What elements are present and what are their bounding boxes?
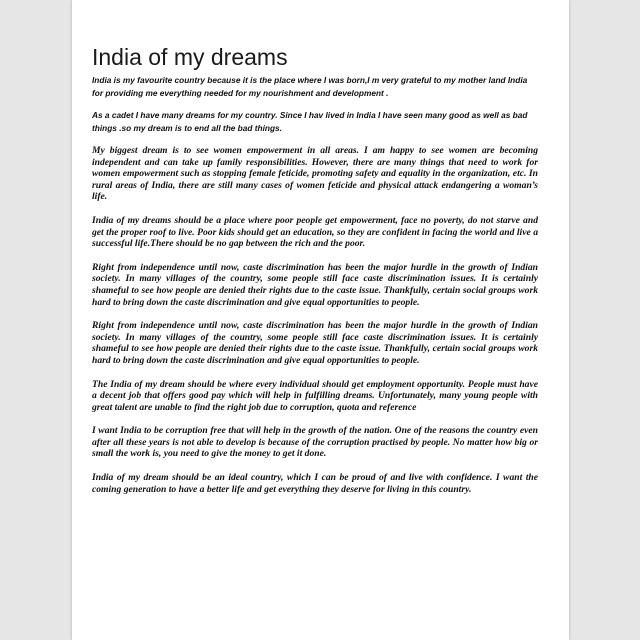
- body-paragraph: The India of my dream should be where every individual should get employment opportunity. People must have a decent job that offers good pay which will help in fulfilling dreams. Unfortunately, many young people with great talent are unable to find the right job due to corruption, quota and reference: [92, 378, 538, 413]
- document-content: [92, 44, 538, 495]
- intro-paragraph: India is my favourite country because it is the place where I was born,I m very grateful to my mother land India for providing me everything needed for my nourishment and development .: [92, 75, 528, 98]
- document-title: India of my dreams: [92, 44, 288, 70]
- intro-paragraph: As a cadet I have many dreams for my country. Since I hav lived in India I have seen many good as well as bad things .so my dream is to end all the bad things.: [92, 110, 528, 133]
- body-paragraph: I want India to be corruption free that will help in the growth of the nation. One of the reasons the country even after all these years is not able to develop is because of the corruption practised by people. No matter how big or small the work is, you need to give the money to get it done.: [92, 425, 538, 460]
- body-paragraph: Right from independence until now, caste discrimination has been the major hurdle in the growth of Indian society. In many villages of the country, some people still face caste discrimination issues. It is certainly shameful to see how people are denied their rights due to the caste issue. Thankfully, certain social groups work hard to bring down the caste discrimination and give equal opportunities to people.: [92, 320, 538, 366]
- document-page: [72, 0, 569, 640]
- body-paragraph: Right from independence until now, caste discrimination has been the major hurdle in the growth of Indian society. In many villages of the country, some people still face caste discrimination issues. It is certainly shameful to see how people are denied their rights due to the caste issue. Thankfully, certain social groups work hard to bring down the caste discrimination and give equal opportunities to people.: [92, 261, 538, 308]
- body-paragraph: My biggest dream is to see women empowerment in all areas. I am happy to see women are becoming independent and can take up family responsibilities. However, there are many things that need to work for women empowerment such as stopping female feticide, promoting safety and equality in the organization, etc. In rural areas of India, there are still many cases of women feticide and physical attack endangering a woman’s life.: [92, 145, 538, 203]
- body-paragraph: India of my dreams should be a place where poor people get empowerment, face no poverty, do not starve and get the proper roof to live. Poor kids should get an education, so they are confident in facing the world and live a successful life.There should be no gap between the rich and the poor.: [92, 214, 538, 250]
- body-paragraph: India of my dream should be an ideal country, which I can be proud of and live with confidence. I want the coming generation to have a better life and get everything they deserve for living in this country.: [92, 472, 538, 495]
